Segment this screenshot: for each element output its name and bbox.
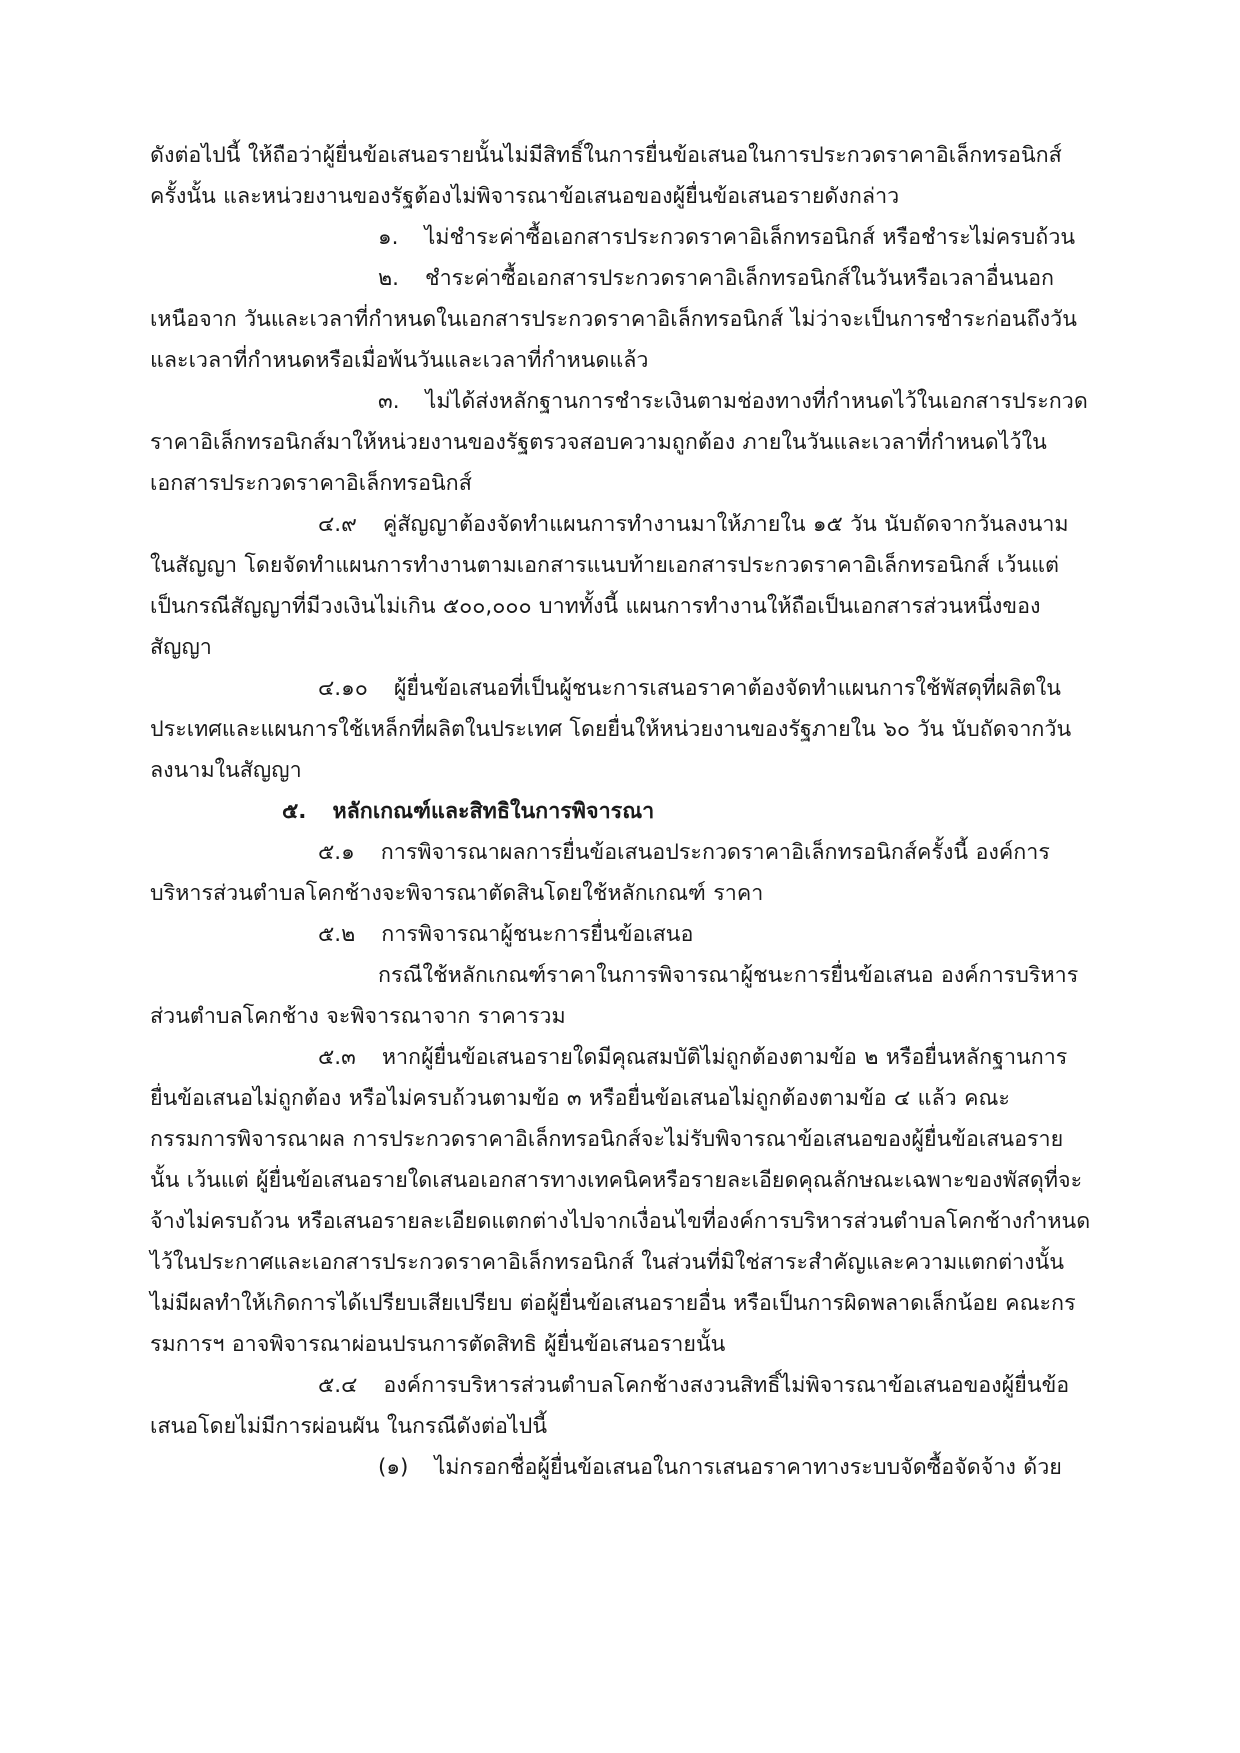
list-text-2: ชำระค่าซื้อเอกสารประกวดราคาอิเล็กทรอนิกส์ในวันหรือเวลาอื่นนอกเหนือจาก วันและเวลาที่กำหนดในเอกสารประกวดราคาอิเล็กทรอนิกส์ ไม่ว่าจะเป็นการชำระก่อนถึงวันและเวลาที่กำหนดหรือเมื่อพ้นวันและเวลาที่กำหนดแล้ว	[150, 266, 1077, 373]
paragraph-item-2	[150, 258, 1092, 381]
list-number-3: ๓.	[378, 389, 400, 414]
list-text-3: ไม่ได้ส่งหลักฐานการชำระเงินตามช่องทางที่กำหนดไว้ในเอกสารประกวดราคาอิเล็กทรอนิกส์มาให้หน่วยงานของรัฐตรวจสอบความถูกต้อง ภายในวันและเวลาที่กำหนดไว้ในเอกสารประกวดราคาอิเล็กทรอนิกส์	[150, 389, 1088, 496]
paragraph-subitem-1	[150, 1447, 1092, 1488]
paragraph-clause-5-1	[150, 832, 1092, 914]
clause-text-5-2: การพิจารณาผู้ชนะการยื่นข้อเสนอ	[381, 922, 694, 947]
document-body	[150, 135, 1092, 1488]
paragraph-clause-5-2	[150, 914, 1092, 955]
clause-number-4-10: ๔.๑๐	[318, 676, 368, 701]
clause-text-5-3: หากผู้ยื่นข้อเสนอรายใดมีคุณสมบัติไม่ถูกต้องตามข้อ ๒ หรือยื่นหลักฐานการยื่นข้อเสนอไม่ถูกต้อง หรือไม่ครบถ้วนตามข้อ ๓ หรือยื่นข้อเสนอไม่ถูกต้องตามข้อ ๔ แล้ว คณะกรรมการพิจารณาผล การประกวดราคาอิเล็กทรอนิกส์จะไม่รับพิจารณาข้อเสนอของผู้ยื่นข้อเสนอรายนั้น เว้นแต่ ผู้ยื่นข้อเสนอรายใดเสนอเอกสารทางเทคนิคหรือรายละเอียดคุณลักษณะเฉพาะของพัสดุที่จะจ้างไม่ครบถ้วน หรือเสนอรายละเอียดแตกต่างไปจากเงื่อนไขที่องค์การบริหารส่วนตำบลโคกช้างกำหนดไว้ในประกาศและเอกสารประกวดราคาอิเล็กทรอนิกส์ ในส่วนที่มิใช่สาระสำคัญและความแตกต่างนั้น ไม่มีผลทำให้เกิดการได้เปรียบเสียเปรียบ ต่อผู้ยื่นข้อเสนอรายอื่น หรือเป็นการผิดพลาดเล็กน้อย คณะกรรมการฯ อาจพิจารณาผ่อนปรนการตัดสิทธิ ผู้ยื่นข้อเสนอรายนั้น	[150, 1045, 1091, 1357]
clause-text-5-4: องค์การบริหารส่วนตำบลโคกช้างสงวนสิทธิ์ไม่พิจารณาข้อเสนอของผู้ยื่นข้อเสนอโดยไม่มีการผ่อนผัน ในกรณีดังต่อไปนี้	[150, 1373, 1070, 1439]
paragraph-clause-5-3	[150, 1037, 1092, 1365]
subitem-text-1: ไม่กรอกชื่อผู้ยื่นข้อเสนอในการเสนอราคาทางระบบจัดซื้อจัดจ้าง ด้วย	[434, 1455, 1062, 1480]
paragraph-item-3	[150, 381, 1092, 504]
clause-text-5-1: การพิจารณาผลการยื่นข้อเสนอประกวดราคาอิเล็กทรอนิกส์ครั้งนี้ องค์การบริหารส่วนตำบลโคกช้างจะพิจารณาตัดสินโดยใช้หลักเกณฑ์ ราคา	[150, 840, 1050, 906]
clause-number-5-2: ๕.๒	[318, 922, 356, 947]
section-number-5: ๕.	[282, 799, 307, 824]
clause-text-4-10: ผู้ยื่นข้อเสนอที่เป็นผู้ชนะการเสนอราคาต้องจัดทำแผนการใช้พัสดุที่ผลิตในประเทศและแผนการใช้เหล็กที่ผลิตในประเทศ โดยยื่นให้หน่วยงานของรัฐภายใน ๖๐ วัน นับถัดจากวันลงนามในสัญญา	[150, 676, 1072, 783]
list-number-1: ๑.	[378, 225, 399, 250]
section-title-5: หลักเกณฑ์และสิทธิในการพิจารณา	[332, 799, 655, 824]
paragraph-clause-4-9	[150, 504, 1092, 668]
clause-number-5-4: ๕.๔	[318, 1373, 358, 1398]
paragraph-item-1	[150, 217, 1092, 258]
paragraph-clause-4-10	[150, 668, 1092, 791]
paragraph-intro: ดังต่อไปนี้ ให้ถือว่าผู้ยื่นข้อเสนอรายนั้นไม่มีสิทธิ์ในการยื่นข้อเสนอในการประกวดราคาอิเล็กทรอนิกส์ครั้งนั้น และหน่วยงานของรัฐต้องไม่พิจารณาข้อเสนอของผู้ยื่นข้อเสนอรายดังกล่าว	[150, 143, 1062, 209]
clause-number-5-3: ๕.๓	[318, 1045, 356, 1070]
list-number-2: ๒.	[378, 266, 400, 291]
subitem-number-1: (๑)	[378, 1455, 409, 1480]
clause-text-4-9: คู่สัญญาต้องจัดทำแผนการทำงานมาให้ภายใน ๑๕ วัน นับถัดจากวันลงนามในสัญญา โดยจัดทำแผนการทำงานตามเอกสารแนบท้ายเอกสารประกวดราคาอิเล็กทรอนิกส์ เว้นแต่เป็นกรณีสัญญาที่มีวงเงินไม่เกิน ๕๐๐,๐๐๐ บาททั้งนี้ แผนการทำงานให้ถือเป็นเอกสารส่วนหนึ่งของสัญญา	[150, 512, 1069, 660]
list-text-1: ไม่ชำระค่าซื้อเอกสารประกวดราคาอิเล็กทรอนิกส์ หรือชำระไม่ครบถ้วน	[424, 225, 1076, 250]
clause-number-4-9: ๔.๙	[318, 512, 357, 537]
paragraph-clause-5-2-body: กรณีใช้หลักเกณฑ์ราคาในการพิจารณาผู้ชนะการยื่นข้อเสนอ องค์การบริหารส่วนตำบลโคกช้าง จะพิจารณาจาก ราคารวม	[150, 963, 1079, 1029]
paragraph-clause-5-4	[150, 1365, 1092, 1447]
clause-number-5-1: ๕.๑	[318, 840, 355, 865]
section-heading-5	[150, 791, 1092, 832]
